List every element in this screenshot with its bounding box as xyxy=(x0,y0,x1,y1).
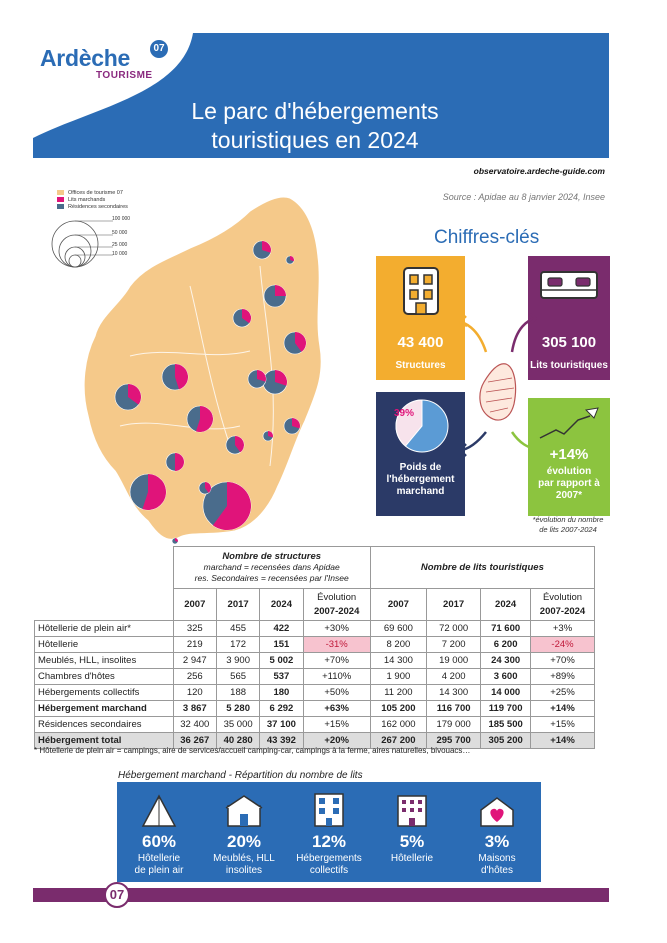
title-line-1: Le parc d'hébergements xyxy=(191,98,439,124)
table-row xyxy=(35,717,595,733)
heart-house-icon xyxy=(477,792,517,828)
row-label: Résidences secondaires xyxy=(35,717,174,733)
cell-s2007: 120 xyxy=(173,685,216,701)
cell-levo: +89% xyxy=(531,669,595,685)
group-structures-sub1: marchand = recensées dans Apidae xyxy=(203,562,340,572)
row-label: Hébergement total xyxy=(35,733,174,749)
distribution-label-2: d'hôtes xyxy=(481,865,513,876)
cell-s2007: 325 xyxy=(173,621,216,637)
logo-subtitle: TOURISME xyxy=(96,70,153,81)
cell-l2007: 267 200 xyxy=(370,733,426,749)
col-levo xyxy=(531,589,595,621)
cell-s2024: 422 xyxy=(260,621,303,637)
table-row xyxy=(35,653,595,669)
group-lits-header: Nombre de lits touristiques xyxy=(370,547,594,589)
legend-label: Offices de tourisme 07 xyxy=(68,190,123,196)
ardeche-map xyxy=(30,186,360,546)
cell-l2024: 305 200 xyxy=(481,733,531,749)
distribution-item xyxy=(287,782,371,882)
distribution-item xyxy=(117,782,201,882)
evolution-label-3: 2007* xyxy=(555,490,583,501)
hotel-icon xyxy=(392,792,432,828)
col-l2024: 2024 xyxy=(481,589,531,621)
legend-label-1: 100 000 xyxy=(112,216,131,222)
table-row xyxy=(35,637,595,653)
page-badge: 07 xyxy=(104,882,130,908)
col-sevo-2: 2007-2024 xyxy=(313,605,360,617)
group-structures-header xyxy=(173,547,370,589)
distribution-label-1: Hôtellerie xyxy=(137,853,181,864)
distribution-label-1: Maisons xyxy=(478,853,516,864)
evolution-footnote xyxy=(520,515,616,535)
logo-badge: 07 xyxy=(150,40,168,58)
cell-sevo: +63% xyxy=(303,701,370,717)
cell-sevo: +20% xyxy=(303,733,370,749)
col-s2017: 2017 xyxy=(216,589,259,621)
cell-levo: +15% xyxy=(531,717,595,733)
bed-icon xyxy=(538,270,600,302)
cell-s2024: 151 xyxy=(260,637,303,653)
poids-card xyxy=(376,392,465,516)
cell-sevo: -31% xyxy=(303,637,370,653)
house-icon xyxy=(224,792,264,828)
cell-l2024: 3 600 xyxy=(481,669,531,685)
distribution-label-2: de plein air xyxy=(134,865,184,876)
legend-label: Résidences secondaires xyxy=(68,204,128,210)
lits-label: Lits touristiques xyxy=(530,360,608,371)
distribution-item xyxy=(370,782,454,882)
poids-pct: 39% xyxy=(394,408,415,419)
col-levo-1: Évolution xyxy=(542,591,583,603)
cell-l2017: 19 000 xyxy=(427,653,481,669)
distribution-item xyxy=(202,782,286,882)
cell-l2024: 71 600 xyxy=(481,621,531,637)
poids-label-3: marchand xyxy=(396,486,445,497)
distribution-pct: 20% xyxy=(226,832,262,851)
evolution-note-2: de lits 2007-2024 xyxy=(539,525,597,534)
distribution-pct: 12% xyxy=(311,832,347,851)
structures-value: 43 400 xyxy=(397,334,444,351)
cell-s2007: 256 xyxy=(173,669,216,685)
cell-s2024: 6 292 xyxy=(260,701,303,717)
col-levo-2: 2007-2024 xyxy=(539,605,586,617)
distribution-label xyxy=(455,853,539,877)
evolution-note-1: *évolution du nombre xyxy=(532,515,604,524)
table-row xyxy=(35,669,595,685)
cell-l2017: 72 000 xyxy=(427,621,481,637)
col-sevo xyxy=(303,589,370,621)
cell-s2017: 455 xyxy=(216,621,259,637)
cell-s2024: 37 100 xyxy=(260,717,303,733)
structures-card xyxy=(376,256,465,380)
table-row xyxy=(35,685,595,701)
cell-s2024: 180 xyxy=(260,685,303,701)
cell-s2017: 172 xyxy=(216,637,259,653)
distribution-label xyxy=(370,853,454,865)
distribution-pct: 60% xyxy=(141,832,177,851)
cell-s2017: 5 280 xyxy=(216,701,259,717)
cell-sevo: +50% xyxy=(303,685,370,701)
table-corner xyxy=(35,547,174,621)
cell-l2007: 69 600 xyxy=(370,621,426,637)
distribution-label-1: Hébergements xyxy=(296,853,362,864)
col-s2024: 2024 xyxy=(260,589,303,621)
cell-s2007: 36 267 xyxy=(173,733,216,749)
cell-levo: +14% xyxy=(531,701,595,717)
distribution-pct: 5% xyxy=(399,832,425,851)
cell-l2024: 185 500 xyxy=(481,717,531,733)
source-note: Source : Apidae au 8 janvier 2024, Insee xyxy=(442,192,605,202)
lits-value: 305 100 xyxy=(541,334,597,351)
distribution-title: Hébergement marchand - Répartition du nombre de lits xyxy=(118,770,363,781)
row-label: Hébergements collectifs xyxy=(35,685,174,701)
legend-label-4: 10 000 xyxy=(112,251,128,257)
row-label: Hôtellerie de plein air* xyxy=(35,621,174,637)
cell-l2024: 24 300 xyxy=(481,653,531,669)
cell-s2017: 35 000 xyxy=(216,717,259,733)
legend-label: Lits marchands xyxy=(68,197,106,203)
cell-l2017: 4 200 xyxy=(427,669,481,685)
col-sevo-1: Évolution xyxy=(317,591,357,603)
cell-l2017: 14 300 xyxy=(427,685,481,701)
distribution-label xyxy=(117,853,201,877)
col-s2007: 2007 xyxy=(173,589,216,621)
col-l2017: 2017 xyxy=(427,589,481,621)
cell-s2007: 219 xyxy=(173,637,216,653)
cell-l2017: 179 000 xyxy=(427,717,481,733)
cell-levo: +70% xyxy=(531,653,595,669)
evolution-label xyxy=(528,466,610,502)
evolution-label-1: évolution xyxy=(546,466,592,477)
cell-s2024: 43 392 xyxy=(260,733,303,749)
col-l2007: 2007 xyxy=(370,589,426,621)
cell-l2007: 162 000 xyxy=(370,717,426,733)
poids-label-2: l'hébergement xyxy=(386,474,455,485)
cell-l2024: 14 000 xyxy=(481,685,531,701)
cell-s2017: 3 900 xyxy=(216,653,259,669)
poids-label-1: Poids de xyxy=(399,462,442,473)
cell-l2024: 6 200 xyxy=(481,637,531,653)
structures-label: Structures xyxy=(395,360,446,371)
group-structures-sub2: res. Secondaires = recensées par l'Insee xyxy=(194,573,349,583)
cell-l2007: 14 300 xyxy=(370,653,426,669)
legend-label-2: 50 000 xyxy=(112,230,128,236)
accommodation-table xyxy=(34,546,595,749)
site-url[interactable]: observatoire.ardeche-guide.com xyxy=(473,166,605,176)
cell-s2024: 537 xyxy=(260,669,303,685)
poids-label xyxy=(376,462,465,498)
cell-levo: -24% xyxy=(531,637,595,653)
cell-sevo: +70% xyxy=(303,653,370,669)
mini-map-icon xyxy=(480,364,516,420)
cell-levo: +25% xyxy=(531,685,595,701)
tent-icon xyxy=(139,792,179,828)
cell-s2017: 565 xyxy=(216,669,259,685)
pie-chart xyxy=(394,398,450,454)
cell-s2007: 3 867 xyxy=(173,701,216,717)
distribution-item xyxy=(455,782,539,882)
cell-s2017: 40 280 xyxy=(216,733,259,749)
row-label: Meublés, HLL, insolites xyxy=(35,653,174,669)
cell-l2024: 119 700 xyxy=(481,701,531,717)
evolution-value: +14% xyxy=(549,446,589,463)
cell-l2007: 8 200 xyxy=(370,637,426,653)
cell-l2017: 7 200 xyxy=(427,637,481,653)
cell-sevo: +110% xyxy=(303,669,370,685)
title-line-2: touristiques en 2024 xyxy=(211,127,419,153)
cell-levo: +14% xyxy=(531,733,595,749)
building-icon xyxy=(309,792,349,828)
cell-l2007: 105 200 xyxy=(370,701,426,717)
key-figures-title: Chiffres-clés xyxy=(434,227,540,248)
row-label: Chambres d'hôtes xyxy=(35,669,174,685)
distribution-label-2: insolites xyxy=(225,865,263,876)
logo-name: Ardèche xyxy=(40,45,130,71)
table-row xyxy=(35,701,595,717)
trend-icon xyxy=(538,404,600,440)
building-icon xyxy=(402,266,440,316)
cell-l2007: 11 200 xyxy=(370,685,426,701)
distribution-label-1: Meublés, HLL xyxy=(213,853,275,864)
table-row xyxy=(35,621,595,637)
cell-s2017: 188 xyxy=(216,685,259,701)
cell-levo: +3% xyxy=(531,621,595,637)
distribution-label xyxy=(202,853,286,877)
distribution-pct: 3% xyxy=(484,832,510,851)
legend-label-3: 25 000 xyxy=(112,242,128,248)
row-label: Hébergement marchand xyxy=(35,701,174,717)
cell-s2007: 32 400 xyxy=(173,717,216,733)
cell-s2007: 2 947 xyxy=(173,653,216,669)
cell-l2007: 1 900 xyxy=(370,669,426,685)
evolution-card xyxy=(528,398,610,516)
evolution-label-2: par rapport à xyxy=(538,478,600,489)
distribution-label-2: collectifs xyxy=(309,865,349,876)
table-footnote: * Hôtellerie de plein air = campings, aire de services/accueil camping-car, campings à la ferme, aires naturelles, bivouacs… xyxy=(34,746,471,755)
cell-s2024: 5 002 xyxy=(260,653,303,669)
cell-sevo: +15% xyxy=(303,717,370,733)
row-label: Hôtellerie xyxy=(35,637,174,653)
cell-sevo: +30% xyxy=(303,621,370,637)
cell-l2017: 116 700 xyxy=(427,701,481,717)
lits-card xyxy=(528,256,610,380)
distribution-label xyxy=(287,853,371,877)
page-title xyxy=(170,97,460,155)
cell-l2017: 295 700 xyxy=(427,733,481,749)
distribution-label-1: Hôtellerie xyxy=(390,853,434,864)
group-structures-title: Nombre de structures xyxy=(222,551,322,562)
